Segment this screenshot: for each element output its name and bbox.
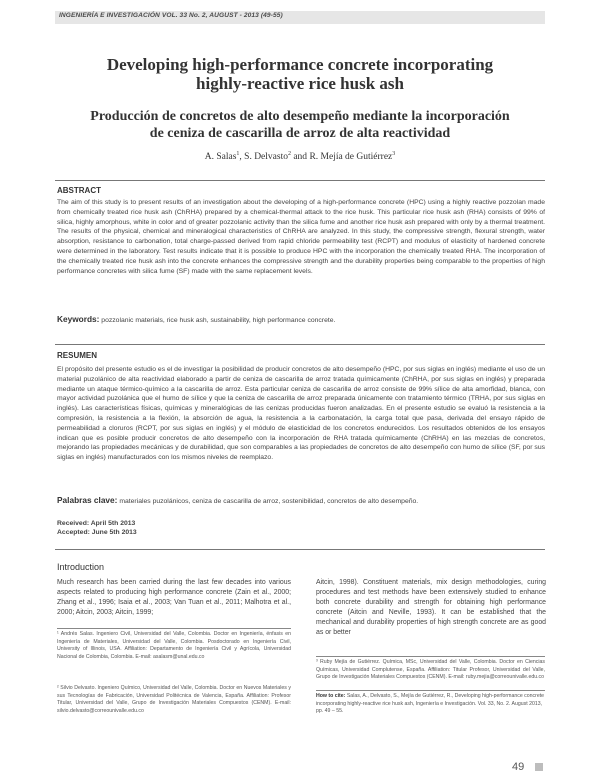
page-number: 49 [512, 761, 525, 773]
divider [55, 180, 545, 181]
dates [57, 519, 137, 537]
abstract-text: The aim of this study is to present results of an investigation about the developing of a high-performance concrete (HPC) using a highly reactive pozzolan made from chemically treated rice husk ash (ChRHA) prepared by a chemical-thermal attack to the rice husk. This particular rice husk ash (RHA) consists of 99% of silica, highly amorphous, white in color and of greater pozzolanic activity than the silica fume and another rice husk ash prepared with only by a thermal treatment. The results of the physical, chemical and mineralogical characteristics of ChRHA are analyzed. In this study, the compressive strength, flexural strength, water absorption, resistance to carbonation, total charge-passed derived from rapid chloride permeability test (RCPT) and modulus of elasticity of hardened concrete were determined in the laboratory. Test results indicate that it is possible to produce HPC with the incorporation the chemically treated RHA. The incorporation of the chemically treated rice husk ash into the concrete enhances the compressive strength and the durability properties being comparable to the properties of high performance concretes with silica fume (SF) made with the same replacement levels. [57, 199, 545, 275]
divider [55, 344, 545, 345]
footnote-3: ³ Ruby Mejía de Gutiérrez. Química, MSc, Universidad del Valle, Colombia. Doctor en Ciencias Químicas, Universidad Complutense, España. Affiliation: Titular Profesor, Universidad del Valle, Grupo de Investigación Materiales Compuestos (CENM). E-mail: ruby.mejia@correounivalle.edu.co [316, 659, 545, 681]
how-to-cite-text: Salas, A., Delvasto, S., Mejía de Gutiérrez, R., Developing high-performance concrete incorporating highly-reactive rice husk ash, Ingeniería e Investigación. Vol. 33, No. 2. August 2013, pp. 49 – 55. [316, 693, 545, 715]
palabras-label: Palabras clave: [57, 495, 118, 505]
author-2-sup: 2 [287, 151, 291, 157]
journal-header-text: INGENIERÍA E INVESTIGACIÓN VOL. 33 No. 2, AUGUST - 2013 (49-55) [59, 12, 283, 19]
abstract-heading: ABSTRACT [57, 186, 101, 195]
keywords-label: Keywords: [57, 314, 100, 324]
author-sep-1: , [239, 152, 245, 163]
keywords-text: pozzolanic materials, rice husk ash, sustainability, high performance concrete. [99, 317, 336, 324]
journal-header [55, 11, 545, 25]
footnote-1: ¹ Andrés Salas. Ingeniero Civil, Universidad del Valle, Colombia. Doctor en Ingeniería, énfasis en Ingeniería de Materiales, Universidad del Valle, Colombia. Posdoctorado en Ingeniería Civil, University of Illinois, USA. Affiliation: Departamento de Ingeniería Civil y Agrícola, Universidad Nacional de Colombia, Colombia. E-mail: asalasm@unal.edu.co [57, 631, 291, 660]
subtitle-line-2: de ceniza de cascarilla de arroz de alta reactividad [149, 126, 451, 141]
author-1: A. Salas [204, 152, 237, 163]
intro-left-column: Much research has been carried during the last few decades into various aspects related to producing high performance concrete (Zain et al., 2000; Zhang et al., 1996; Isaia et al., 2003; Van Tuan et al., 2011; Malhotra et al., 2000; Aitcin, 2003; Aitcin, 1999; [57, 579, 291, 616]
author-3: R. Mejía de Gutiérrez [309, 152, 393, 163]
author-1-sup: 1 [236, 151, 240, 157]
title-line-2: highly-reactive rice husk ash [196, 74, 404, 93]
subtitle-line-1: Producción de concretos de alto desempeño mediante la incorporación [90, 109, 510, 124]
author-2: S. Delvasto [244, 152, 288, 163]
palabras-text: materiales puzolánicos, ceniza de cascarilla de arroz, sostenibilidad, concretos de alto desempeño. [117, 498, 419, 505]
received-date: Received: April 5th 2013 [57, 520, 136, 527]
author-3-sup: 3 [392, 151, 396, 157]
resumen-text: El propósito del presente estudio es el de investigar la posibilidad de producir concretos de alto desempeño (HPC, por sus siglas en inglés) mediante el uso de un material puzolánico de alta reactividad elaborado a partir de ceniza de cascarilla de arroz tratada químicamente (ChRHA, por sus siglas en inglés) y preparada mediante un ataque térmico-químico a la cascarilla de arroz. Esta particular ceniza de cascarilla de arroz consiste de 99% sílice de alta amorfidad, blanca, con mayor actividad puzolánica que el humo de sílice y que la ceniza de cascarilla de arroz preparada únicamente con tratamiento térmico (TRHA, por sus siglas en inglés). Las características físicas, químicas y mineralógicas de las cenizas producidas fueron analizadas. En el presente estudio se evaluó la resistencia a la compresión, la resistencia a la flexión, la absorción de agua, la resistencia a la carbonatación, la carga total que pasa, derivada del ensayo rápido de permeabilidad a cloruros (RCPT, por sus siglas en inglés) y el módulo de elasticidad de los concretos endurecidos. Los resultados obtenidos de los ensayos indican que es posible producir concretos de alto desempeño con la incorporación de RHA tratada químicamente (ChRHA) en las mezclas de concretos, mejorando las propiedades mecánicas y de durabilidad, que son comparables a las propiedades de concretos de alto desempeño con humo de sílice (SF, por sus siglas en inglés) manufacturados con los mismos niveles de reemplazo. [57, 366, 545, 462]
keywords [57, 314, 545, 324]
paper-title [55, 55, 545, 93]
divider [55, 549, 545, 550]
palabras-clave [57, 495, 545, 505]
accepted-date: Accepted: June 5th 2013 [57, 529, 137, 536]
paper-subtitle [55, 108, 545, 142]
resumen-heading: RESUMEN [57, 351, 98, 360]
how-to-cite [316, 690, 545, 716]
author-sep-2: and [290, 152, 310, 163]
footnote-2: ² Silvio Delvasto. Ingeniero Químico, Universidad del Valle, Colombia. Doctor en Nuevos Materiales y sus Tecnologías de Fabricación, Universidad Politécnica de Valencia, España. Affiliation: Profesor Titular, Universidad del Valle, Grupo de Investigación Materiales Compuestos (CENM). E-mail: silvio.delvasto@correounivalle.edu.co [57, 685, 291, 714]
author-list [55, 151, 545, 162]
footnote-rule [316, 656, 545, 657]
how-to-cite-label: How to cite: [316, 693, 346, 699]
title-line-1: Developing high-performance concrete incorporating [106, 55, 494, 74]
page-marker [535, 763, 543, 771]
intro-heading: Introduction [57, 562, 105, 572]
intro-right-column: Aitcin, 1998). Constituent materials, mix design methodologies, curing procedures and test methods have been extensively studied to enhance both concrete durability and strength for obtaining high performance concrete (Aitcin and Neville, 1993). It can be established that the mechanical and durability properties of high strength concrete are as good as or better [316, 579, 546, 636]
footnote-rule [57, 628, 291, 629]
